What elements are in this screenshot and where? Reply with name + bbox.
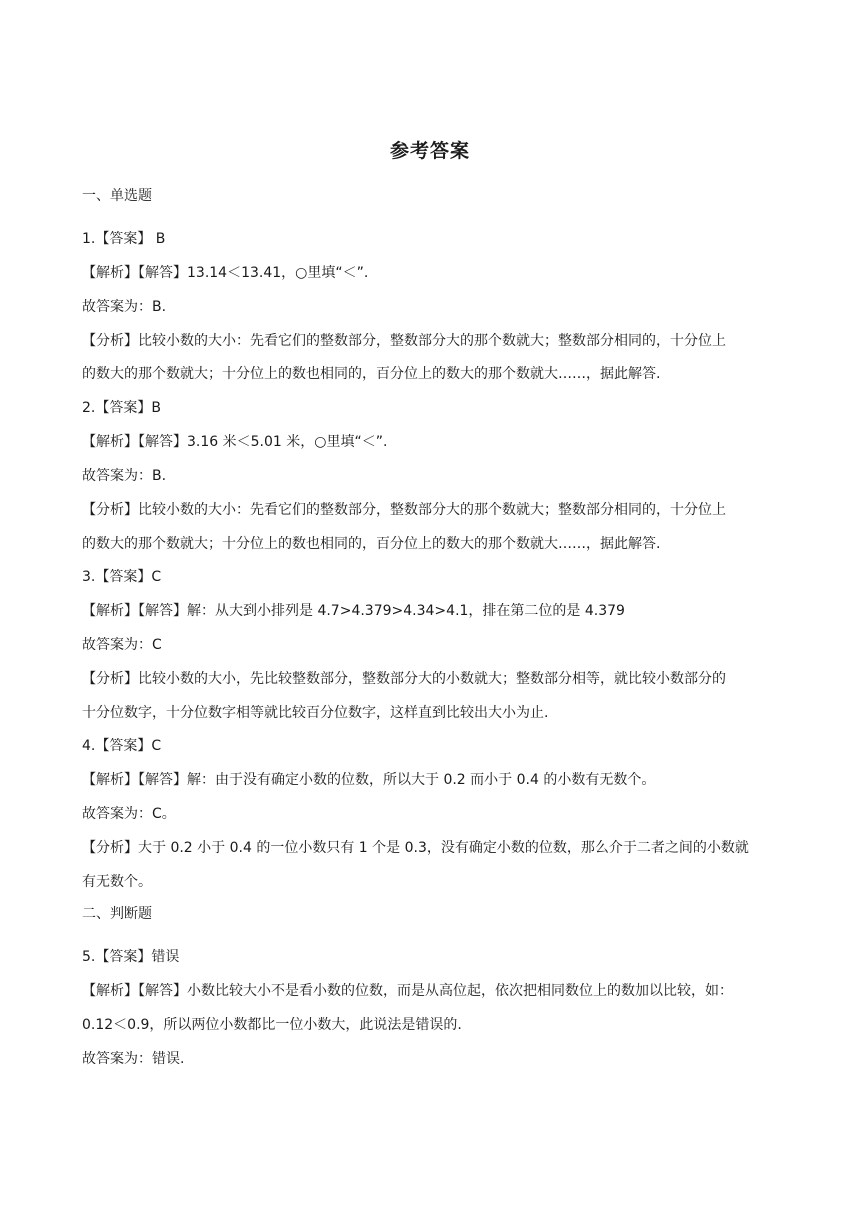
q5-explanation-line1: 【解析】【解答】小数比较大小不是看小数的位数，而是从高位起，依次把相同数位上的数加以比较，如： <box>82 983 733 999</box>
q1-result: 故答案为：B. <box>82 299 167 315</box>
q2-analysis-line2: 的数大的那个数就大；十分位上的数也相同的，百分位上的数大的那个数就大……，据此解答. <box>82 536 661 552</box>
q4-explanation: 【解析】【解答】解：由于没有确定小数的位数，所以大于 0.2 而小于 0.4 的小数有无数个。 <box>82 772 656 788</box>
q3-result: 故答案为：C <box>82 637 162 653</box>
q3-answer: 3.【答案】C <box>82 569 162 585</box>
q5-answer: 5.【答案】错误 <box>82 949 180 965</box>
q2-explanation: 【解析】【解答】3.16 米＜5.01 米，○里填“＜”. <box>82 434 388 450</box>
q2-answer: 2.【答案】B <box>82 400 161 416</box>
q1-analysis-line1: 【分析】比较小数的大小：先看它们的整数部分，整数部分大的那个数就大；整数部分相同的，十分位上 <box>82 333 726 349</box>
q5-result: 故答案为：错误. <box>82 1051 185 1067</box>
q2-analysis-line1: 【分析】比较小数的大小：先看它们的整数部分，整数部分大的那个数就大；整数部分相同的，十分位上 <box>82 502 726 518</box>
q5-explanation-line2: 0.12＜0.9，所以两位小数都比一位小数大，此说法是错误的. <box>82 1017 462 1033</box>
q3-explanation: 【解析】【解答】解：从大到小排列是 4.7>4.379>4.34>4.1，排在第二位的是 4.379 <box>82 603 625 619</box>
q1-analysis-line2: 的数大的那个数就大；十分位上的数也相同的，百分位上的数大的那个数就大……，据此解答. <box>82 366 661 382</box>
q1-explanation: 【解析】【解答】13.14＜13.41，○里填“＜”. <box>82 265 369 281</box>
q3-analysis-line1: 【分析】比较小数的大小，先比较整数部分，整数部分大的小数就大；整数部分相等，就比较小数部分的 <box>82 671 726 687</box>
q2-result: 故答案为：B. <box>82 468 167 484</box>
q4-analysis-line1: 【分析】大于 0.2 小于 0.4 的一位小数只有 1 个是 0.3，没有确定小数的位数，那么介于二者之间的小数就 <box>82 840 749 856</box>
q4-answer: 4.【答案】C <box>82 738 162 754</box>
q3-analysis-line2: 十分位数字，十分位数字相等就比较百分位数字，这样直到比较出大小为止. <box>82 705 549 721</box>
section-heading-true-false: 二、判断题 <box>82 906 152 922</box>
page-title: 参考答案 <box>389 140 470 162</box>
q1-answer: 1.【答案】 B <box>82 231 166 247</box>
q4-result: 故答案为：C。 <box>82 806 176 822</box>
section-heading-single-choice: 一、单选题 <box>82 188 152 204</box>
q4-analysis-line2: 有无数个。 <box>82 874 152 890</box>
